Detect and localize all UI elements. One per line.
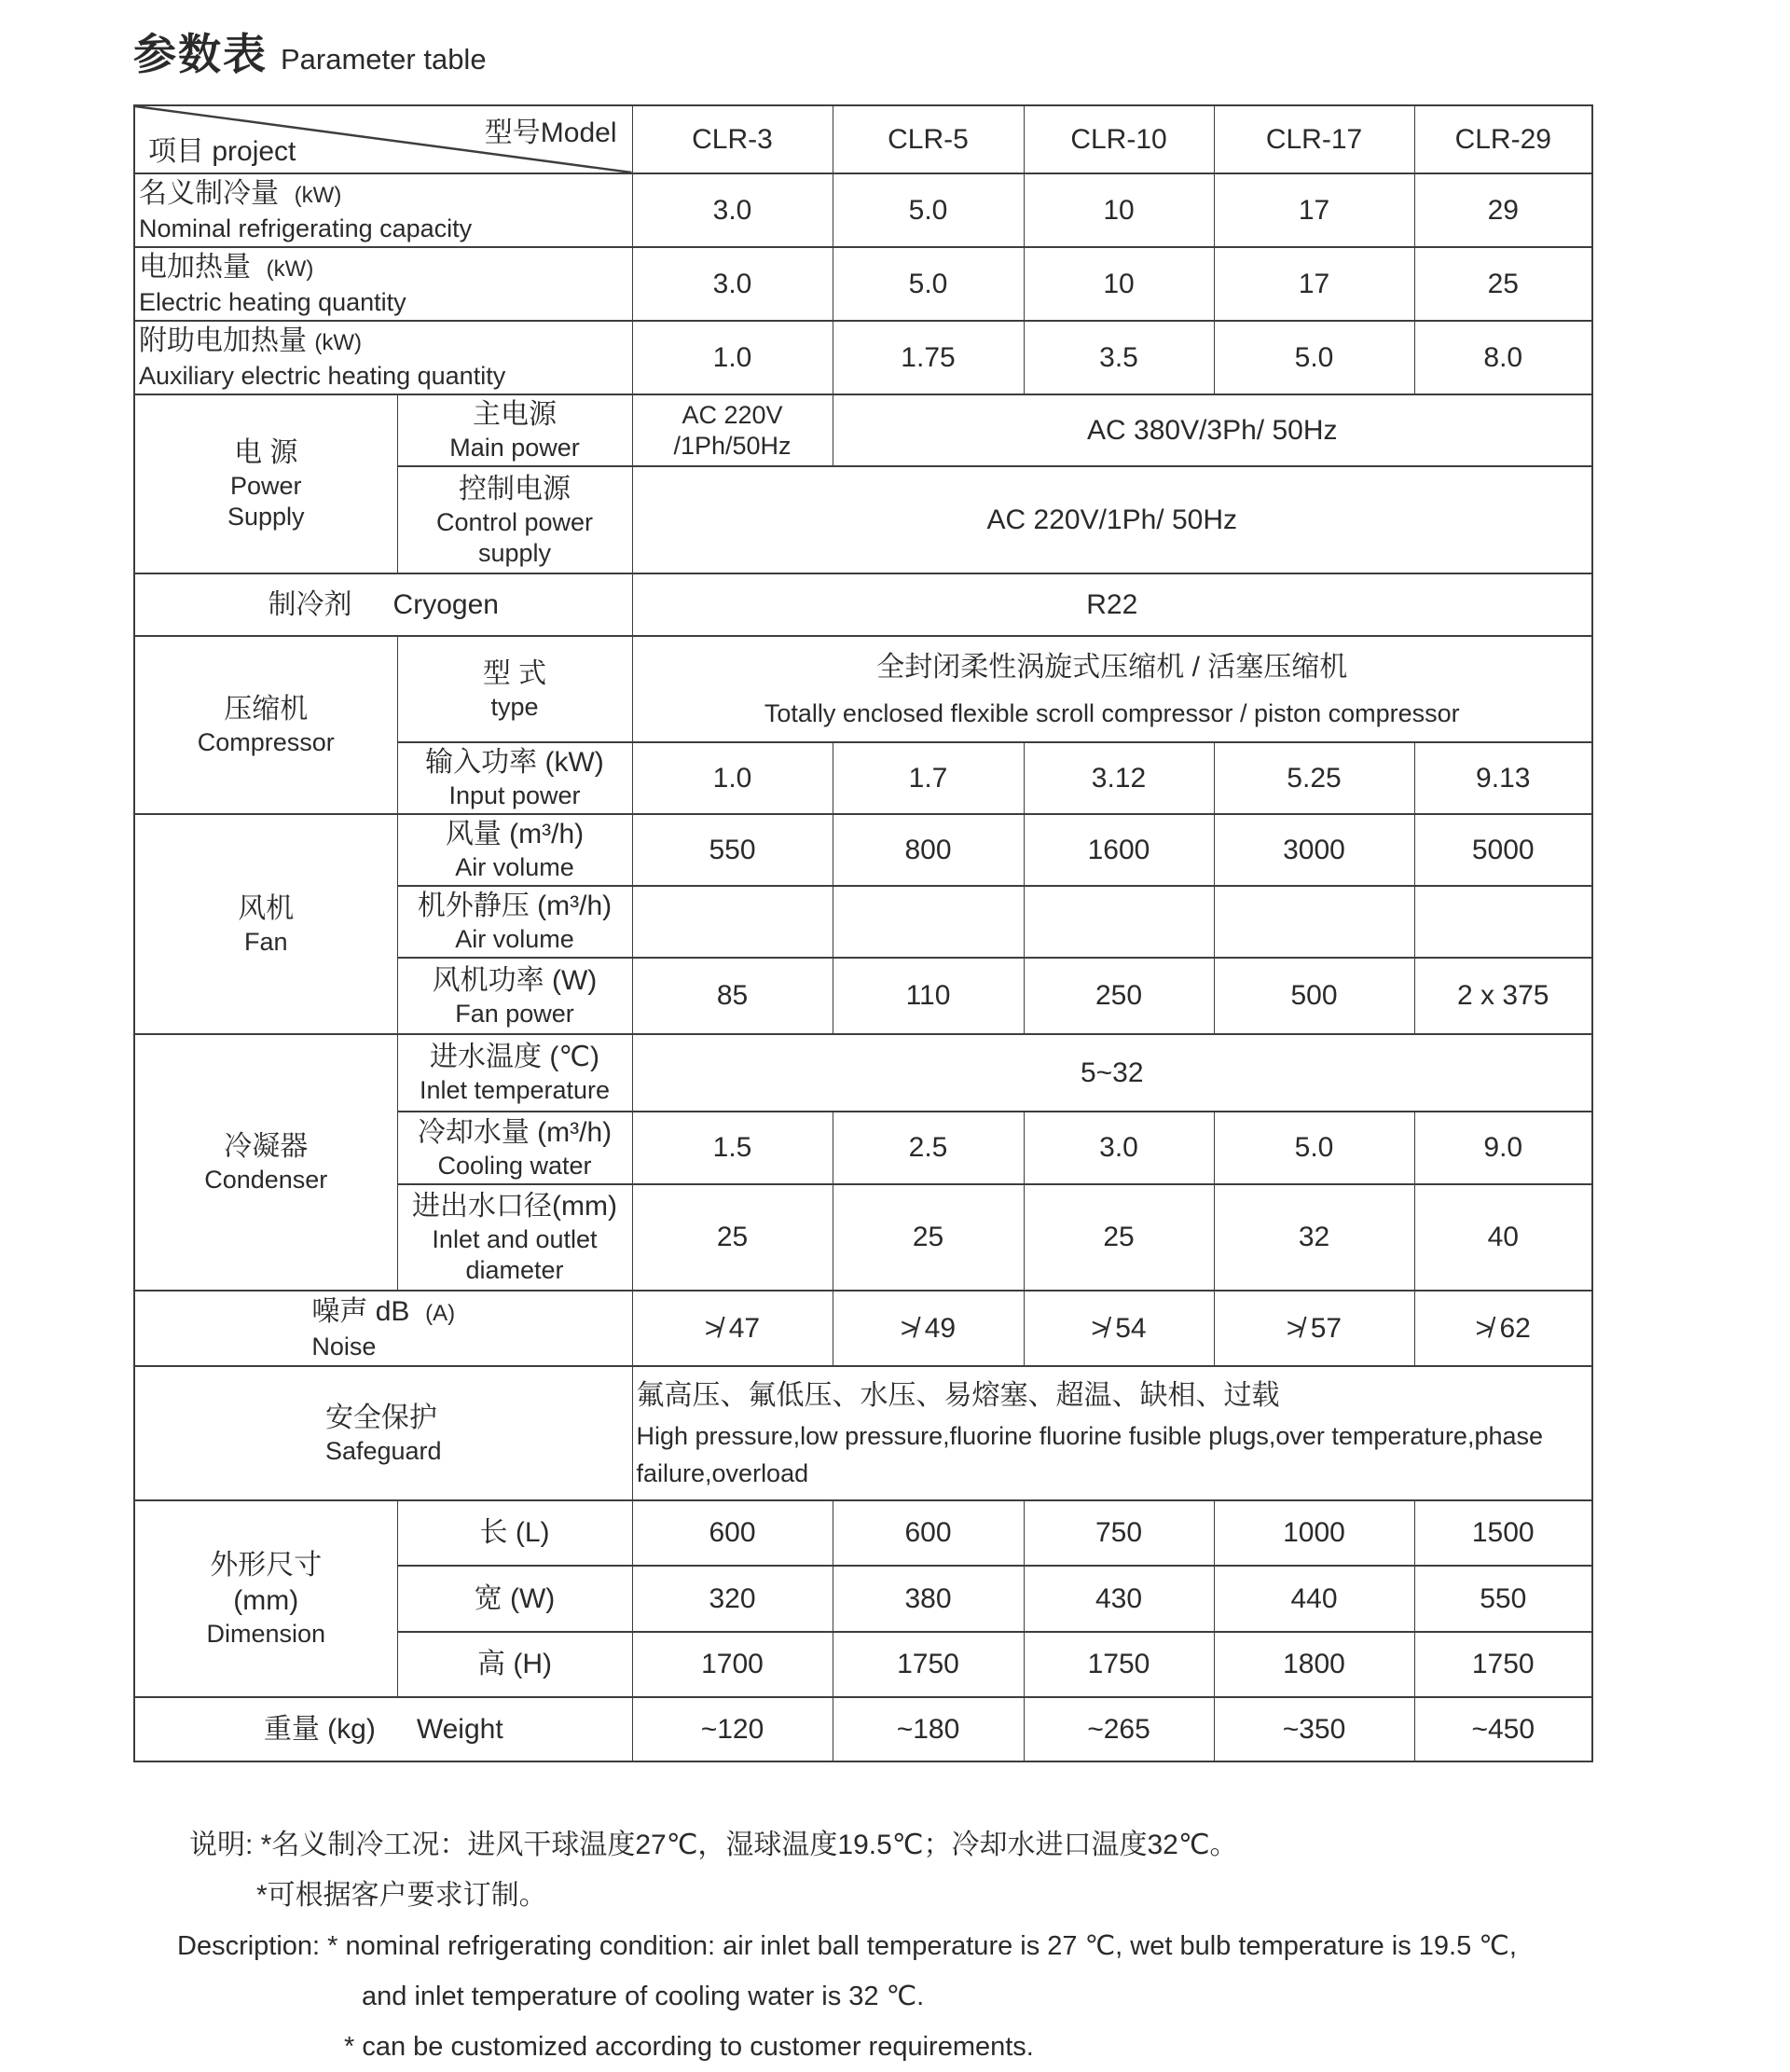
param-value: 40	[1414, 1184, 1592, 1291]
param-value: 110	[833, 958, 1024, 1034]
page-title	[133, 21, 487, 82]
table-row-aux-heating	[134, 321, 1592, 394]
param-value: 10	[1024, 247, 1214, 321]
param-value: ≯ 54	[1024, 1291, 1214, 1366]
parameter-table	[133, 104, 1593, 1762]
table-row-electric-heating	[134, 247, 1592, 321]
param-value-merged: 5~32	[632, 1034, 1592, 1112]
param-value: 25	[632, 1184, 833, 1291]
param-sublabel: 宽 (W)	[397, 1566, 632, 1632]
param-value: 500	[1214, 958, 1414, 1034]
param-value: ~350	[1214, 1697, 1414, 1761]
param-label: 重量 (kg) Weight	[134, 1697, 632, 1761]
param-value: 1500	[1414, 1500, 1592, 1566]
param-value	[1214, 886, 1414, 958]
footnote-line: * can be customized according to customer requirements.	[344, 2032, 1034, 2062]
param-value: 5.0	[833, 173, 1024, 247]
param-value: 17	[1214, 247, 1414, 321]
table-row-main-power	[134, 394, 1592, 466]
param-sublabel: 控制电源 Control power supply	[397, 466, 632, 573]
fan-group-label: 风机 Fan	[134, 814, 397, 1034]
param-value: 10	[1024, 173, 1214, 247]
table-row-noise	[134, 1291, 1592, 1366]
param-value: 2.5	[833, 1112, 1024, 1184]
param-value: 1.0	[632, 321, 833, 394]
param-value: ~120	[632, 1697, 833, 1761]
param-sublabel: 进水温度 (℃) Inlet temperature	[397, 1034, 632, 1112]
table-row-air-volume	[134, 814, 1592, 886]
param-value: 250	[1024, 958, 1214, 1034]
param-value: 8.0	[1414, 321, 1592, 394]
param-value: 5.0	[1214, 321, 1414, 394]
param-value: 1.0	[632, 742, 833, 814]
param-sublabel: 进出水口径(mm) Inlet and outlet diameter	[397, 1184, 632, 1291]
param-value: 750	[1024, 1500, 1214, 1566]
corner-project-label: 项目 project	[148, 136, 296, 167]
param-value: 1750	[1414, 1632, 1592, 1697]
param-value: 320	[632, 1566, 833, 1632]
param-label: 安全保护 Safeguard	[134, 1366, 632, 1500]
param-value: ~265	[1024, 1697, 1214, 1761]
param-value: 1750	[833, 1632, 1024, 1697]
param-sublabel: 风量 (m³/h) Air volume	[397, 814, 632, 886]
param-value: 3.0	[632, 173, 833, 247]
param-value: 600	[833, 1500, 1024, 1566]
param-value: 1700	[632, 1632, 833, 1697]
param-label: 制冷剂 Cryogen	[134, 573, 632, 636]
param-sublabel: 冷却水量 (m³/h) Cooling water	[397, 1112, 632, 1184]
param-value: 17	[1214, 173, 1414, 247]
param-value	[833, 886, 1024, 958]
param-value	[1024, 886, 1214, 958]
param-value-merged: 全封闭柔性涡旋式压缩机 / 活塞压缩机 Totally enclosed flexible scroll compressor / piston compressor	[632, 636, 1592, 742]
param-sublabel: 型 式 type	[397, 636, 632, 742]
param-sublabel: 机外静压 (m³/h) Air volume	[397, 886, 632, 958]
param-sublabel: 主电源 Main power	[397, 394, 632, 466]
param-value: 3.0	[1024, 1112, 1214, 1184]
param-value: 5000	[1414, 814, 1592, 886]
footnote-line: and inlet temperature of cooling water is 32 ℃.	[362, 1982, 925, 2011]
param-value: 1.7	[833, 742, 1024, 814]
table-row-weight	[134, 1697, 1592, 1761]
param-value: 440	[1214, 1566, 1414, 1632]
param-value: 800	[833, 814, 1024, 886]
param-value: 3000	[1214, 814, 1414, 886]
param-value: ~180	[833, 1697, 1024, 1761]
param-label: 噪声 dB (A) Noise	[134, 1291, 632, 1366]
param-value: 1600	[1024, 814, 1214, 886]
corner-header-cell	[134, 105, 632, 173]
footnote-line: Description: * nominal refrigerating condition: air inlet ball temperature is 27 ℃, wet bulb temperature is 19.5 ℃,	[177, 1931, 1517, 1961]
table-row-safeguard	[134, 1366, 1592, 1500]
param-value: 430	[1024, 1566, 1214, 1632]
model-header: CLR-3	[632, 105, 833, 173]
condenser-group-label: 冷凝器 Condenser	[134, 1034, 397, 1291]
param-sublabel: 高 (H)	[397, 1632, 632, 1697]
table-row-header	[134, 105, 1592, 173]
param-value: 3.5	[1024, 321, 1214, 394]
param-label: 附助电加热量 (kW) Auxiliary electric heating quantity	[134, 321, 632, 394]
param-sublabel: 长 (L)	[397, 1500, 632, 1566]
param-sublabel: 输入功率 (kW) Input power	[397, 742, 632, 814]
page-title-zh: 参数表	[133, 30, 268, 78]
param-value: 380	[833, 1566, 1024, 1632]
table-row-compressor-type	[134, 636, 1592, 742]
param-value: ~450	[1414, 1697, 1592, 1761]
param-value-merged: AC 380V/3Ph/ 50Hz	[833, 394, 1592, 466]
table-row-inlet-temp	[134, 1034, 1592, 1112]
param-value: 1.75	[833, 321, 1024, 394]
model-header: CLR-10	[1024, 105, 1214, 173]
param-value: 25	[833, 1184, 1024, 1291]
param-value: 3.12	[1024, 742, 1214, 814]
param-value: 1800	[1214, 1632, 1414, 1697]
param-value: 32	[1214, 1184, 1414, 1291]
param-value: ≯ 62	[1414, 1291, 1592, 1366]
param-value: 2 x 375	[1414, 958, 1592, 1034]
param-value: 25	[1024, 1184, 1214, 1291]
param-value: 29	[1414, 173, 1592, 247]
param-value: 5.25	[1214, 742, 1414, 814]
page-title-en: Parameter table	[281, 43, 487, 76]
corner-model-label: 型号Model	[484, 117, 617, 148]
param-value: 1750	[1024, 1632, 1214, 1697]
footnotes	[177, 1820, 1687, 2072]
param-value-merged: 氟高压、氟低压、水压、易熔塞、超温、缺相、过载 High pressure,low pressure,fluorine fluorine fusible plugs,over temperature,phase failure,overload	[632, 1366, 1592, 1500]
param-value: AC 220V /1Ph/50Hz	[632, 394, 833, 466]
model-header: CLR-5	[833, 105, 1024, 173]
param-value: ≯ 49	[833, 1291, 1024, 1366]
param-value: 550	[1414, 1566, 1592, 1632]
model-header: CLR-17	[1214, 105, 1414, 173]
param-value: 3.0	[632, 247, 833, 321]
param-value-merged: R22	[632, 573, 1592, 636]
dimension-group-label: 外形尺寸 (mm) Dimension	[134, 1500, 397, 1697]
param-label: 电加热量 (kW) Electric heating quantity	[134, 247, 632, 321]
param-value: ≯ 57	[1214, 1291, 1414, 1366]
param-value: 1000	[1214, 1500, 1414, 1566]
param-value: 9.0	[1414, 1112, 1592, 1184]
param-label: 名义制冷量 (kW) Nominal refrigerating capacity	[134, 173, 632, 247]
footnote-line: *可根据客户要求订制。	[256, 1880, 547, 1911]
power-group-label: 电 源 Power Supply	[134, 394, 397, 573]
param-value: 1.5	[632, 1112, 833, 1184]
param-value: 600	[632, 1500, 833, 1566]
param-value: 5.0	[833, 247, 1024, 321]
table-row-nominal	[134, 173, 1592, 247]
compressor-group-label: 压缩机 Compressor	[134, 636, 397, 814]
param-value-merged: AC 220V/1Ph/ 50Hz	[632, 466, 1592, 573]
param-value: 25	[1414, 247, 1592, 321]
param-value: 85	[632, 958, 833, 1034]
table-row-dim-length	[134, 1500, 1592, 1566]
param-value: 5.0	[1214, 1112, 1414, 1184]
param-sublabel: 风机功率 (W) Fan power	[397, 958, 632, 1034]
model-header: CLR-29	[1414, 105, 1592, 173]
param-value: ≯ 47	[632, 1291, 833, 1366]
param-value: 550	[632, 814, 833, 886]
param-value	[1414, 886, 1592, 958]
footnote-line: 说明: *名义制冷工况：进风干球温度27℃，湿球温度19.5℃；冷却水进口温度32℃。	[189, 1830, 1238, 1860]
table-row-cryogen	[134, 573, 1592, 636]
param-value: 9.13	[1414, 742, 1592, 814]
param-value	[632, 886, 833, 958]
